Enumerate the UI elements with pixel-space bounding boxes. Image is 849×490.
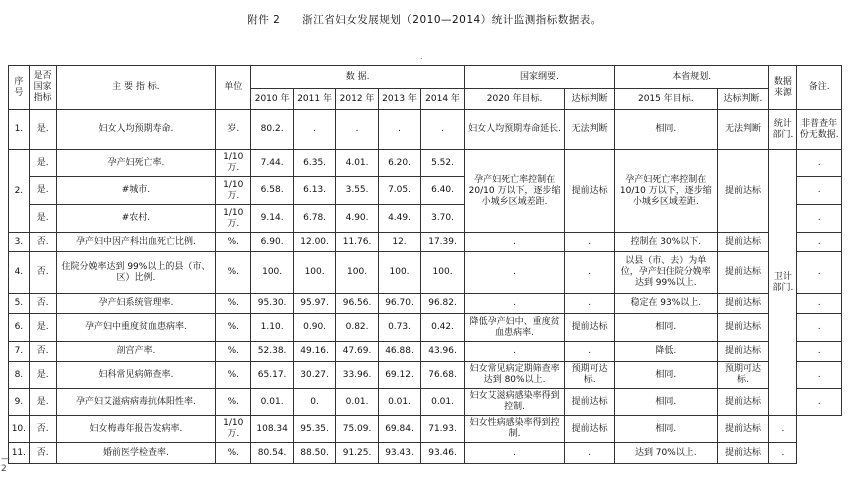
value-2012: 33.96. [336, 362, 378, 389]
value-2012: 96.56. [336, 294, 378, 314]
value-2012: 100. [336, 252, 378, 294]
target-2020-cell: 妇女性病感染率得到控制. [464, 416, 564, 443]
value-2010: 7.44. [251, 150, 293, 177]
value-2014: 17.39. [421, 233, 465, 252]
header-target-2015: 2015 年目标. [615, 89, 718, 110]
seq-cell: 3. [9, 233, 30, 252]
national-cell: 是. [29, 389, 56, 416]
judge-2020-cell: . [565, 342, 615, 362]
value-2010: 95.30. [251, 294, 293, 314]
judge-2020-cell: 提前达标 [565, 150, 615, 233]
judge-2020-cell: 提前达标 [565, 416, 615, 443]
note-cell: . [769, 443, 797, 464]
judge-2020-cell: 无法判断 [565, 110, 615, 150]
header-target-2020: 2020 年目标. [464, 89, 564, 110]
seq-cell: 2. [9, 150, 30, 233]
value-2011: 12.00. [293, 233, 335, 252]
target-2020-cell: 降低孕产妇中、重度贫血患病率. [464, 314, 564, 342]
target-2020-cell: . [464, 342, 564, 362]
judge-2020-cell: . [565, 443, 615, 464]
table-row [9, 294, 842, 314]
note-cell: . [797, 150, 842, 177]
note-cell: 非普查年份无数据. [797, 110, 842, 150]
value-2011: 100. [293, 252, 335, 294]
value-2014: 3.70. [421, 205, 465, 233]
value-2012: 0.82. [336, 314, 378, 342]
value-2011: 95.35. [293, 416, 335, 443]
judge-2015-cell: 预期可达标. [717, 362, 769, 389]
note-cell: . [797, 314, 842, 342]
national-cell: 否. [29, 252, 56, 294]
indicator-cell: 孕产妇艾滋病病毒抗体阳性率. [56, 389, 216, 416]
note-cell: . [797, 342, 842, 362]
table-row [9, 252, 842, 294]
unit-cell: %. [216, 443, 251, 464]
national-cell: 否. [29, 443, 56, 464]
unit-cell: 1/10万. [216, 177, 251, 205]
table-row [9, 443, 842, 464]
value-2012: 91.25. [336, 443, 378, 464]
target-2020-cell: . [464, 252, 564, 294]
target-2020-cell: 妇女艾滋病感染率得到控制. [464, 389, 564, 416]
table-row [9, 150, 842, 177]
table-row [9, 342, 842, 362]
target-2015-cell: 相同. [615, 389, 718, 416]
value-2011: 30.27. [293, 362, 335, 389]
judge-2015-cell: 无法判断 [717, 110, 769, 150]
note-cell: . [797, 233, 842, 252]
source-cell: 卫计部门. [769, 150, 797, 416]
national-cell: 否. [29, 294, 56, 314]
value-2010: 80.2. [251, 110, 293, 150]
value-2014: 71.93. [421, 416, 465, 443]
national-cell: 否. [29, 233, 56, 252]
target-2020-cell: . [464, 233, 564, 252]
target-2015-cell: 相同. [615, 416, 718, 443]
value-2013: 69.84. [378, 416, 420, 443]
indicator-cell: 剖宫产率. [56, 342, 216, 362]
value-2014: 43.96. [421, 342, 465, 362]
value-2014: . [421, 110, 465, 150]
header-seq: 序号 [9, 66, 30, 110]
title-text: 浙江省妇女发展规划（2010—2014）统计监测指标数据表。 [302, 14, 602, 26]
target-2015-cell: 以县（市、去）为单位，孕产妇住院分娩率达到 99%以上. [615, 252, 718, 294]
value-2012: 0.01. [336, 389, 378, 416]
value-2013: . [378, 110, 420, 150]
national-cell: 是. [29, 314, 56, 342]
value-2011: 49.16. [293, 342, 335, 362]
value-2010: 6.90. [251, 233, 293, 252]
value-2010: 52.38. [251, 342, 293, 362]
unit-cell: %. [216, 342, 251, 362]
header-national-plan: 国家纲要. [464, 66, 614, 89]
unit-cell: %. [216, 252, 251, 294]
value-2013: 100. [378, 252, 420, 294]
value-2014: 96.82. [421, 294, 465, 314]
indicator-table [8, 65, 842, 464]
unit-cell: %. [216, 233, 251, 252]
value-2014: 76.68. [421, 362, 465, 389]
value-2014: 5.52. [421, 150, 465, 177]
judge-2015-cell: 提前达标 [717, 252, 769, 294]
national-cell: 是. [29, 110, 56, 150]
value-2014: 93.46. [421, 443, 465, 464]
judge-2020-cell: 预期可达标. [565, 362, 615, 389]
table-row [9, 362, 842, 389]
indicator-cell: 孕产妇系统管理率. [56, 294, 216, 314]
judge-2015-cell: 提前达标 [717, 443, 769, 464]
judge-2020-cell: . [565, 294, 615, 314]
note-cell: . [797, 252, 842, 294]
national-cell: 否. [29, 342, 56, 362]
indicator-cell: 妇科常见病筛查率. [56, 362, 216, 389]
indicator-cell: 妇女梅毒年报告发病率. [56, 416, 216, 443]
table-row [9, 416, 842, 443]
value-2013: 12. [378, 233, 420, 252]
value-2011: 88.50. [293, 443, 335, 464]
target-2015-cell: 相同. [615, 362, 718, 389]
header-year-2010: 2010 年 [251, 89, 293, 110]
target-2015-cell: 控制在 30%以下. [615, 233, 718, 252]
value-2012: . [336, 110, 378, 150]
note-cell: . [797, 362, 842, 389]
value-2013: 0.73. [378, 314, 420, 342]
target-2020-cell: 妇女人均预期寿命延长. [464, 110, 564, 150]
indicator-cell: 住院分娩率达到 99%以上的县（市、区）比例. [56, 252, 216, 294]
judge-2015-cell: 提前达标 [717, 389, 769, 416]
value-2013: 4.49. [378, 205, 420, 233]
header-judge-province: 达标判断. [717, 89, 769, 110]
indicator-cell: 孕产妇死亡率. [56, 150, 216, 177]
header-indicator: 主 要 指 标. [56, 66, 216, 110]
page-number: —2 [1, 454, 10, 474]
document-title [0, 12, 849, 27]
value-2013: 0.01. [378, 389, 420, 416]
value-2014: 0.42. [421, 314, 465, 342]
value-2011: 95.97. [293, 294, 335, 314]
note-cell: . [797, 294, 842, 314]
header-unit: 单位 [216, 66, 251, 110]
target-2020-cell: 妇女常见病定期筛查率达到 80%以上. [464, 362, 564, 389]
value-2010: 108.34 [251, 416, 293, 443]
judge-2015-cell: 提前达标 [717, 342, 769, 362]
unit-cell: 1/10万. [216, 205, 251, 233]
value-2011: 6.78. [293, 205, 335, 233]
national-cell: 是. [29, 177, 56, 205]
value-2012: 3.55. [336, 177, 378, 205]
target-2015-cell: 达到 70%以上. [615, 443, 718, 464]
source-cell: 统计部门. [769, 110, 797, 150]
value-2010: 6.58. [251, 177, 293, 205]
table-row [9, 233, 842, 252]
header-source: 数据来源 [769, 66, 797, 110]
seq-cell: 11. [9, 443, 30, 464]
value-2012: 75.09. [336, 416, 378, 443]
national-cell: 是. [29, 205, 56, 233]
header-province-plan: 本省规划. [615, 66, 769, 89]
value-2011: 6.13. [293, 177, 335, 205]
value-2010: 9.14. [251, 205, 293, 233]
value-2013: 93.43. [378, 443, 420, 464]
judge-2020-cell: 提前达标 [565, 314, 615, 342]
value-2011: . [293, 110, 335, 150]
value-2010: 1.10. [251, 314, 293, 342]
seq-cell: 1. [9, 110, 30, 150]
value-2014: 0.01. [421, 389, 465, 416]
unit-cell: %. [216, 389, 251, 416]
header-year-2012: 2012 年 [336, 89, 378, 110]
judge-2015-cell: 提前达标 [717, 294, 769, 314]
seq-cell: 5. [9, 294, 30, 314]
target-2020-cell: . [464, 294, 564, 314]
value-2011: 0.90. [293, 314, 335, 342]
paragraph-mark: . [420, 52, 423, 61]
target-2015-cell: 孕产妇死亡率控制在 10/10 万以下，逐步缩小城乡区域差距. [615, 150, 718, 233]
target-2015-cell: 相同. [615, 110, 718, 150]
value-2013: 6.20. [378, 150, 420, 177]
value-2012: 47.69. [336, 342, 378, 362]
table-row [9, 314, 842, 342]
judge-2015-cell: 提前达标 [717, 233, 769, 252]
judge-2020-cell: . [565, 252, 615, 294]
table-row [9, 110, 842, 150]
unit-cell: %. [216, 314, 251, 342]
value-2012: 4.90. [336, 205, 378, 233]
indicator-cell: 妇女人均预期寿命. [56, 110, 216, 150]
value-2011: 6.35. [293, 150, 335, 177]
judge-2015-cell: 提前达标 [717, 314, 769, 342]
indicator-cell: #城市. [56, 177, 216, 205]
judge-2015-cell: 提前达标 [717, 416, 769, 443]
header-row-1 [9, 66, 842, 89]
value-2012: 11.76. [336, 233, 378, 252]
indicator-cell: 孕产妇中重度贫血患病率. [56, 314, 216, 342]
seq-cell: 4. [9, 252, 30, 294]
value-2013: 69.12. [378, 362, 420, 389]
national-cell: 是. [29, 362, 56, 389]
seq-cell: 6. [9, 314, 30, 342]
attachment-label: 附件 2 [247, 14, 281, 26]
note-cell: . [797, 177, 842, 205]
header-year-2011: 2011 年 [293, 89, 335, 110]
value-2013: 46.88. [378, 342, 420, 362]
header-data: 数 据. [251, 66, 464, 89]
value-2010: 80.54. [251, 443, 293, 464]
value-2011: 0. [293, 389, 335, 416]
table-row [9, 389, 842, 416]
target-2020-cell: 孕产妇死亡率控制在 20/10 万以下，逐步缩小城乡区域差距. [464, 150, 564, 233]
indicator-cell: #农村. [56, 205, 216, 233]
unit-cell: 1/10万. [216, 150, 251, 177]
target-2020-cell: . [464, 443, 564, 464]
seq-cell: 10. [9, 416, 30, 443]
header-judge-national: 达标判断 [565, 89, 615, 110]
note-cell: . [797, 389, 842, 416]
unit-cell: %. [216, 294, 251, 314]
note-cell: . [797, 205, 842, 233]
indicator-cell: 孕产妇中因产科出血死亡比例. [56, 233, 216, 252]
value-2010: 100. [251, 252, 293, 294]
target-2015-cell: 相同. [615, 314, 718, 342]
national-cell: 是. [29, 150, 56, 177]
judge-2015-cell: 提前达标 [717, 150, 769, 233]
national-cell: 否. [29, 416, 56, 443]
value-2014: 100. [421, 252, 465, 294]
unit-cell: 1/10万. [216, 416, 251, 443]
judge-2020-cell: 提前达标 [565, 389, 615, 416]
target-2015-cell: 降低. [615, 342, 718, 362]
value-2010: 0.01. [251, 389, 293, 416]
note-cell: . [769, 416, 797, 443]
seq-cell: 9. [9, 389, 30, 416]
judge-2020-cell: . [565, 233, 615, 252]
value-2010: 65.17. [251, 362, 293, 389]
value-2013: 7.05. [378, 177, 420, 205]
header-note: 备注. [797, 66, 842, 110]
header-year-2013: 2013 年 [378, 89, 420, 110]
seq-cell: 7. [9, 342, 30, 362]
value-2014: 6.40. [421, 177, 465, 205]
header-year-2014: 2014 年 [421, 89, 465, 110]
value-2012: 4.01. [336, 150, 378, 177]
target-2015-cell: 稳定在 93%以上. [615, 294, 718, 314]
indicator-cell: 婚前医学检查率. [56, 443, 216, 464]
value-2013: 96.70. [378, 294, 420, 314]
unit-cell: %. [216, 362, 251, 389]
unit-cell: 岁. [216, 110, 251, 150]
seq-cell: 8. [9, 362, 30, 389]
header-national: 是否国家指标 [29, 66, 56, 110]
